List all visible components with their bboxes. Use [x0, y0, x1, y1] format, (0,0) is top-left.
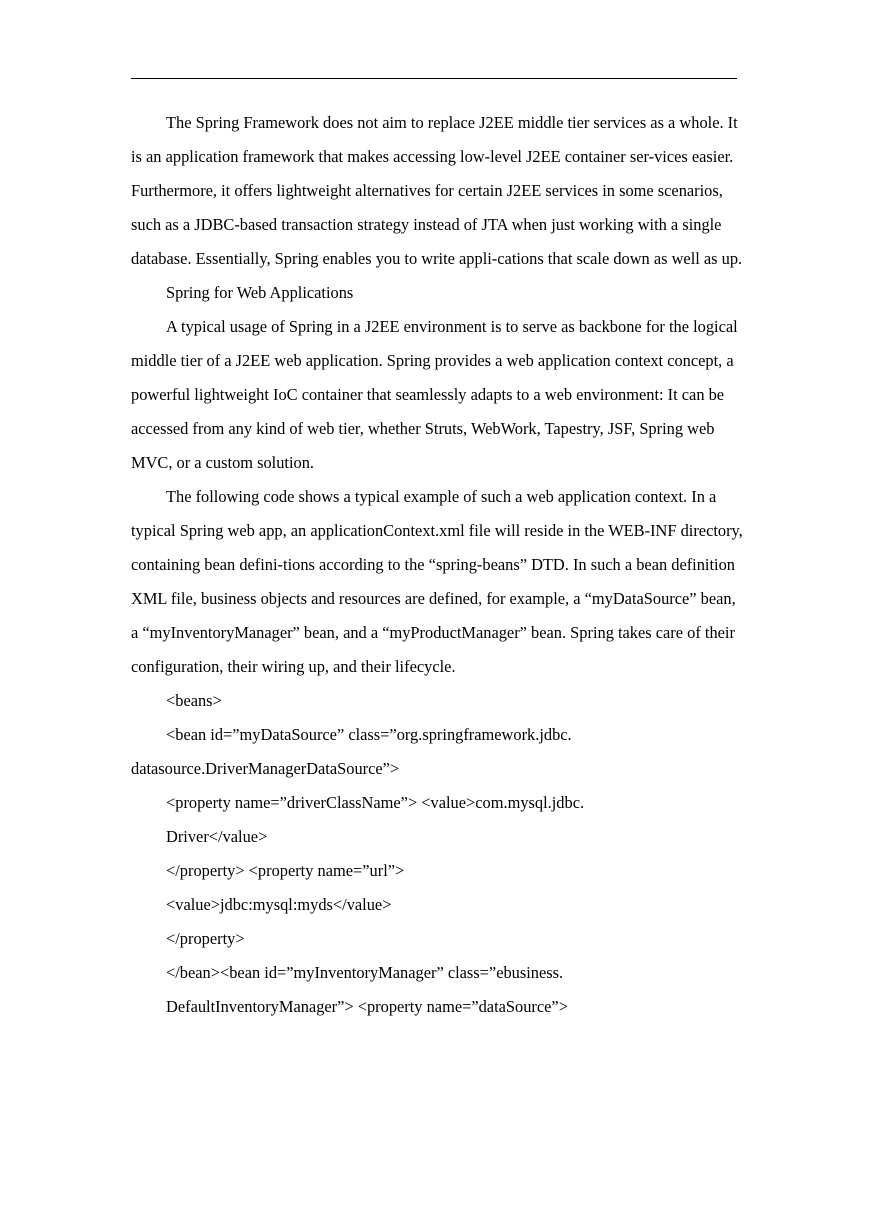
- section-heading: Spring for Web Applications: [166, 283, 354, 302]
- code-line: </bean><bean id=”myInventoryManager” class=”ebusiness.: [166, 963, 564, 982]
- code-line: Driver</value>: [166, 827, 268, 846]
- code-line: DefaultInventoryManager”> <property name=”dataSource”>: [166, 997, 568, 1016]
- paragraph-intro: The Spring Framework does not aim to replace J2EE middle tier services as a whole. It is an application framework that makes accessing low-level J2EE container ser-vices easier. Furthermore, it offers lightweight alternatives for certain J2EE services in some scenarios, such as a JDBC-based transaction strategy instead of JTA when just working with a single database. Essentially, Spring enables you to write appli-cations that scale down as well as up.: [131, 113, 743, 268]
- code-line: </property> <property name=”url”>: [166, 861, 405, 880]
- paragraph-code-intro: The following code shows a typical example of such a web application context. In a typical Spring web app, an applicationContext.xml file will reside in the WEB-INF directory, containing bean defini-tions according to the “spring-beans” DTD. In such a bean definition XML file, business objects and resources are defined, for example, a “myDataSource” bean, a “myInventoryManager” bean, and a “myProductManager” bean. Spring takes care of their configuration, their wiring up, and their lifecycle.: [131, 487, 743, 676]
- body-text: [131, 106, 743, 1024]
- header-rule: [131, 78, 737, 79]
- code-line: </property>: [166, 929, 245, 948]
- code-line: <value>jdbc:mysql:myds</value>: [166, 895, 392, 914]
- code-line: <property name=”driverClassName”> <value>com.mysql.jdbc.: [166, 793, 585, 812]
- paragraph-web-usage: A typical usage of Spring in a J2EE environment is to serve as backbone for the logical middle tier of a J2EE web application. Spring provides a web application context concept, a powerful lightweight IoC container that seamlessly adapts to a web environment: It can be accessed from any kind of web tier, whether Struts, WebWork, Tapestry, JSF, Spring web MVC, or a custom solution.: [131, 317, 738, 472]
- code-line: <beans>: [166, 691, 222, 710]
- code-line: <bean id=”myDataSource” class=”org.springframework.jdbc. datasource.DriverManagerDataSource”>: [131, 725, 572, 778]
